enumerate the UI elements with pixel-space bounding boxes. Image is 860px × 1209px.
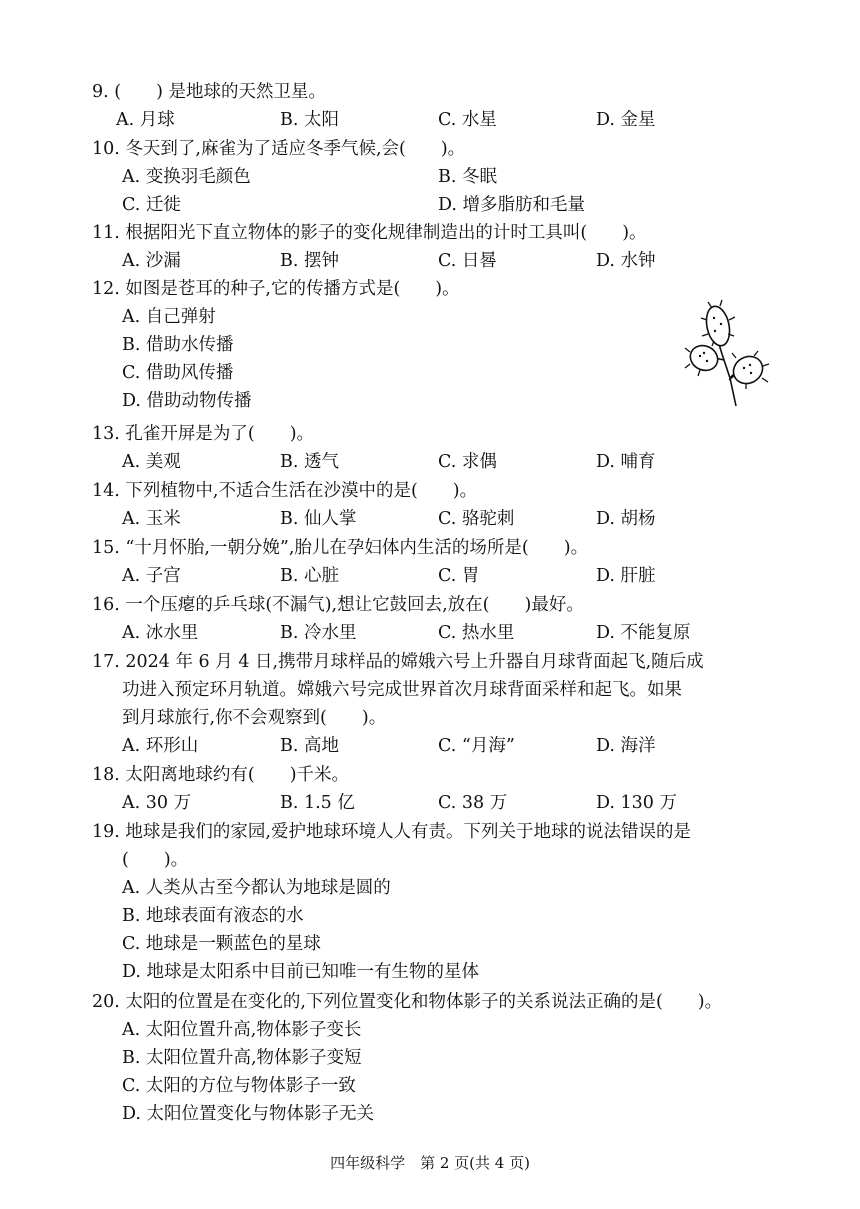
question-11-stem: 11. 根据阳光下直立物体的影子的变化规律制造出的计时工具叫( )。 <box>92 223 647 243</box>
option-d: D. 哺育 <box>596 452 656 472</box>
question-13-options <box>122 448 822 477</box>
question-20-stem: 20. 太阳的位置是在变化的,下列位置变化和物体影子的关系说法正确的是( )。 <box>92 992 723 1012</box>
option-a: A. 子宫 <box>122 566 181 586</box>
option-b: B. 太阳 <box>280 110 339 130</box>
option-a: A. 玉米 <box>122 509 181 529</box>
option-a: A. 自己弹射 <box>122 307 216 327</box>
option-b: B. 透气 <box>280 452 339 472</box>
option-b: B. 借助水传播 <box>122 335 234 355</box>
option-b: B. 冷水里 <box>280 623 357 643</box>
option-b: B. 太阳位置升高,物体影子变短 <box>122 1048 362 1068</box>
option-a: A. 太阳位置升高,物体影子变长 <box>122 1020 362 1040</box>
option-d: D. 增多脂肪和毛量 <box>438 195 586 215</box>
option-a: A. 环形山 <box>122 736 199 756</box>
option-a: A. 30 万 <box>122 793 192 813</box>
question-19-line-2: ( )。 <box>122 850 189 870</box>
option-b: B. 冬眠 <box>438 167 497 187</box>
question-17-line-2: 功进入预定环月轨道。嫦娥六号完成世界首次月球背面采样和起飞。如果 <box>122 680 682 700</box>
option-b: B. 摆钟 <box>280 251 339 271</box>
option-d: D. 肝脏 <box>596 566 656 586</box>
option-c: C. 水星 <box>438 110 497 130</box>
question-17-options <box>122 732 822 761</box>
option-d: D. 130 万 <box>596 793 677 813</box>
option-c: C. “月海” <box>438 736 515 756</box>
question-16-options <box>122 619 822 648</box>
option-b: B. 地球表面有液态的水 <box>122 906 304 926</box>
cocklebur-seed-icon <box>684 298 770 410</box>
question-10-options-row1 <box>122 163 822 192</box>
question-14-options <box>122 505 822 534</box>
question-9-options <box>116 106 816 135</box>
option-a: A. 变换羽毛颜色 <box>122 167 251 187</box>
option-d: D. 地球是太阳系中目前已知唯一有生物的星体 <box>122 962 480 982</box>
option-c: C. 胃 <box>438 566 480 586</box>
question-15-stem: 15. “十月怀胎,一朝分娩”,胎儿在孕妇体内生活的场所是( )。 <box>92 538 589 558</box>
option-c: C. 日晷 <box>438 251 497 271</box>
option-d: D. 不能复原 <box>596 623 691 643</box>
option-d: D. 太阳位置变化与物体影子无关 <box>122 1104 375 1124</box>
question-18-stem: 18. 太阳离地球约有( )千米。 <box>92 765 350 785</box>
question-15-options <box>122 562 822 591</box>
option-c: C. 太阳的方位与物体影子一致 <box>122 1076 356 1096</box>
option-b: B. 心脏 <box>280 566 339 586</box>
question-11-options <box>122 247 822 276</box>
question-10-options-row2 <box>122 191 822 220</box>
question-19-line-1: 19. 地球是我们的家园,爱护地球环境人人有责。下列关于地球的说法错误的是 <box>92 822 691 842</box>
option-c: C. 地球是一颗蓝色的星球 <box>122 934 321 954</box>
option-c: C. 求偶 <box>438 452 497 472</box>
option-a: A. 美观 <box>122 452 181 472</box>
question-18-options <box>122 789 822 818</box>
page-footer: 四年级科学 第 2 页(共 4 页) <box>330 1154 530 1172</box>
option-d: D. 海洋 <box>596 736 656 756</box>
option-d: D. 借助动物传播 <box>122 391 252 411</box>
option-c: C. 骆驼刺 <box>438 509 515 529</box>
question-17-line-1: 17. 2024 年 6 月 4 日,携带月球样品的嫦娥六号上升器自月球背面起飞,随后成 <box>92 652 704 672</box>
option-d: D. 金星 <box>596 110 656 130</box>
question-17-line-3: 到月球旅行,你不会观察到( )。 <box>122 708 387 728</box>
option-d: D. 胡杨 <box>596 509 656 529</box>
question-10-stem: 10. 冬天到了,麻雀为了适应冬季气候,会( )。 <box>92 139 466 159</box>
option-c: C. 借助风传播 <box>122 363 234 383</box>
option-a: A. 月球 <box>116 110 175 130</box>
option-a: A. 沙漏 <box>122 251 181 271</box>
option-c: C. 热水里 <box>438 623 515 643</box>
question-13-stem: 13. 孔雀开屏是为了( )。 <box>92 424 315 444</box>
option-a: A. 冰水里 <box>122 623 199 643</box>
option-d: D. 水钟 <box>596 251 656 271</box>
question-12-stem: 12. 如图是苍耳的种子,它的传播方式是( )。 <box>92 279 460 299</box>
question-9-stem: 9. ( ) 是地球的天然卫星。 <box>92 82 326 102</box>
option-b: B. 高地 <box>280 736 339 756</box>
question-14-stem: 14. 下列植物中,不适合生活在沙漠中的是( )。 <box>92 481 478 501</box>
option-b: B. 仙人掌 <box>280 509 357 529</box>
option-c: C. 38 万 <box>438 793 508 813</box>
option-b: B. 1.5 亿 <box>280 793 355 813</box>
question-16-stem: 16. 一个压瘪的乒乓球(不漏气),想让它鼓回去,放在( )最好。 <box>92 595 584 615</box>
option-c: C. 迁徙 <box>122 195 181 215</box>
option-a: A. 人类从古至今都认为地球是圆的 <box>122 878 391 898</box>
